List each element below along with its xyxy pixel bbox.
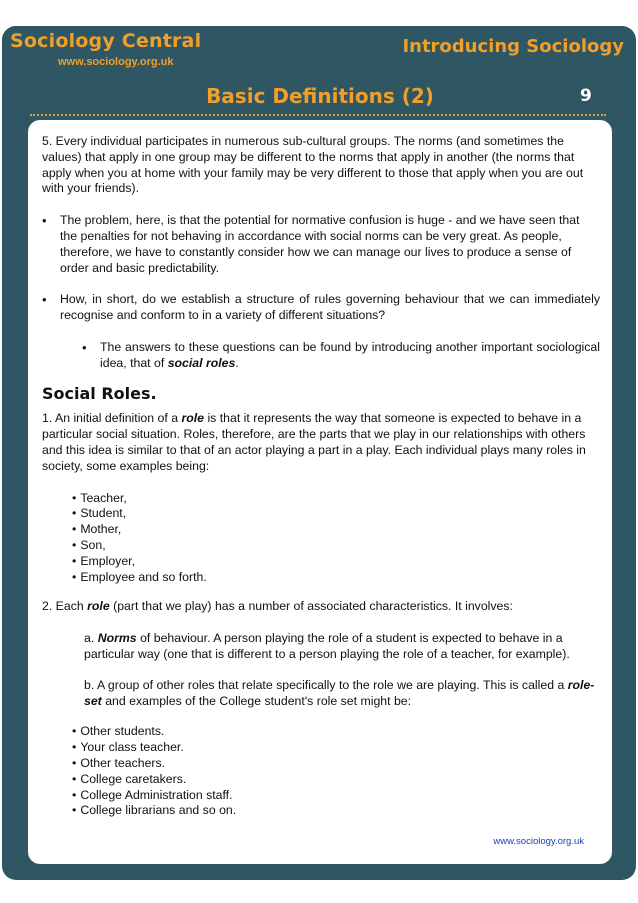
term-role: role — [181, 411, 205, 426]
bullet-icon: • — [42, 213, 47, 229]
brand-title: Sociology Central — [10, 30, 202, 52]
header-title: Introducing Sociology — [402, 36, 624, 57]
page-number: 9 — [580, 86, 592, 106]
brand-url[interactable]: www.sociology.org.uk — [58, 56, 174, 68]
paragraph-5: 5. Every individual participates in numerous sub-cultural groups. The norms (and sometimes the values) that apply in one group may be different to the norms that apply in another (the norms that apply when you at home with your family may be very different to those that apply when you are out with your friends). — [42, 134, 584, 196]
term-role: role — [87, 599, 110, 614]
bullet-item — [42, 213, 600, 276]
list-item: • Employee and so forth. — [72, 570, 600, 586]
list-item: • Mother, — [72, 522, 600, 538]
role-examples-list — [72, 491, 600, 586]
list-item: • Other students. — [72, 724, 600, 740]
roles-paragraph-1: 1. An initial definition of a role is that it represents the way that someone is expected to behave in a particular social situation. Roles, therefore, are the parts that we play in our relationships with others and this idea is similar to that of an actor playing a part in a play. Each individual plays many roles in society, some examples being: — [42, 411, 586, 473]
list-item: • College Administration staff. — [72, 788, 600, 804]
bullet-text: The problem, here, is that the potential for normative confusion is huge - and we have seen that the penalties for not behaving in accordance with social norms can be very great. As people, therefore, we have to constantly consider how we can manage our lives to produce a sense of order and basic predictability. — [60, 213, 580, 275]
term-social-roles: social roles — [167, 355, 236, 370]
characteristic-a: a. Norms of behaviour. A person playing the role of a student is expected to behave in a particular way (one that is different to a person playing the role of a teacher, for example). — [84, 631, 570, 661]
section-title: Basic Definitions (2) — [206, 84, 434, 108]
list-item: • Student, — [72, 506, 600, 522]
list-item: • Employer, — [72, 554, 600, 570]
divider — [30, 114, 606, 116]
bullet-icon: • — [82, 339, 87, 355]
social-roles-heading: Social Roles. — [42, 383, 157, 403]
footer-url[interactable]: www.sociology.org.uk — [493, 836, 584, 848]
list-item: • College librarians and so on. — [72, 803, 600, 819]
content-panel — [28, 120, 612, 864]
term-role-set: role-set — [84, 677, 595, 708]
characteristic-b: b. A group of other roles that relate specifically to the role we are playing. This is called a role-set and examples of the College student's role set might be: — [84, 677, 595, 708]
term-norms: Norms — [97, 631, 137, 646]
role-set-list — [72, 724, 600, 819]
list-item: • Other teachers. — [72, 756, 600, 772]
list-item: • Teacher, — [72, 491, 600, 507]
bullet-text: How, in short, do we establish a structure of rules governing behaviour that we can immediately recognise and conform to in a variety of different situations? — [60, 292, 600, 323]
list-item: • Your class teacher. — [72, 740, 600, 756]
list-item: • College caretakers. — [72, 772, 600, 788]
sub-bullet-item — [42, 340, 600, 372]
bullet-icon: • — [42, 292, 47, 308]
bullet-item — [42, 292, 600, 324]
list-item: • Son, — [72, 538, 600, 554]
sub-bullet-text: The answers to these questions can be found by introducing another important sociological idea, that of social roles. — [100, 339, 600, 370]
roles-paragraph-2: 2. Each role (part that we play) has a number of associated characteristics. It involves: — [42, 599, 513, 614]
